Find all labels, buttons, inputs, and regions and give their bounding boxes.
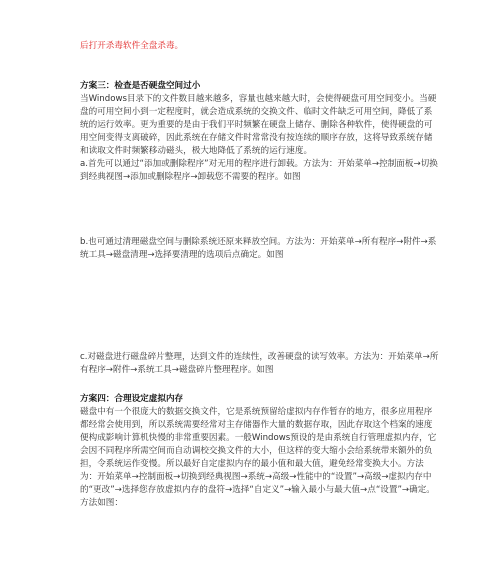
section3-item-b: b.也可通过清理磁盘空间与删除系统还原来释放空间。方法为：开始菜单→所有程序→附件→系统工具→磁盘清理→选择要清理的选项后点确定。如图 (80, 237, 437, 260)
section3-item-c: c.对磁盘进行磁盘碎片整理，达到文件的连续性，改善硬盘的读写效率。方法为：开始菜单→所有程序→附件→系统工具→磁盘碎片整理程序。如图 (80, 352, 439, 375)
section4-title: 方案四：合理设定虚拟内存 (80, 394, 184, 404)
section3-paragraph: 当Windows目录下的文件数目越来越多，容量也越来越大时，会使得硬盘可用空间变小。当硬盘的可用空间小到一定程度时，就会造成系统的交换文件、临时文件缺乏可用空间，降低了系统的运行效率。更为重要的是由于我们平时频繁在硬盘上储存、删除各种软件，使得硬盘的可用空间变得支离破碎，因此系统在存储文件时常常没有按连续的顺序存放，这将导致系统存储和读取文件时频繁移动磁头，极大地降低了系统的运行速度。 (80, 94, 437, 156)
intro-red-text: 后打开杀毒软件全盘杀毒。 (80, 41, 184, 51)
section3-item-a: a.首先可以通过“添加或删除程序”对无用的程序进行卸载。方法为：开始菜单→控制面板→切换到经典视图→添加或删除程序→卸载您不需要的程序。如图 (80, 159, 438, 182)
section3-title: 方案三：检查是否硬盘空间过小 (80, 81, 201, 91)
section4-paragraph: 磁盘中有一个很庞大的数据交换文件，它是系统预留给虚拟内存作暂存的地方，很多应用程序都经常会使用到，所以系统需要经常对主存储器作大量的数据存取，因此存取这个档案的速度便构成影响计算机快慢的非常重要因素。一般Windows预设的是由系统自行管理虚拟内存，它会因不同程序所需空间而自动调校交换文件的大小，但这样的变大缩小会给系统带来额外的负担，令系统运作变慢。所以最好自定虚拟内存的最小值和最大值，避免经常变换大小。方法为：开始菜单→控制面板→切换到经典视图→系统→高级→性能中的“设置”→高级→虚拟内存中的“更改”→选择您存放虚拟内存的盘符→选择“自定义”→输入最小与最大值→点“设置”→确定。方法如图： (80, 407, 437, 508)
